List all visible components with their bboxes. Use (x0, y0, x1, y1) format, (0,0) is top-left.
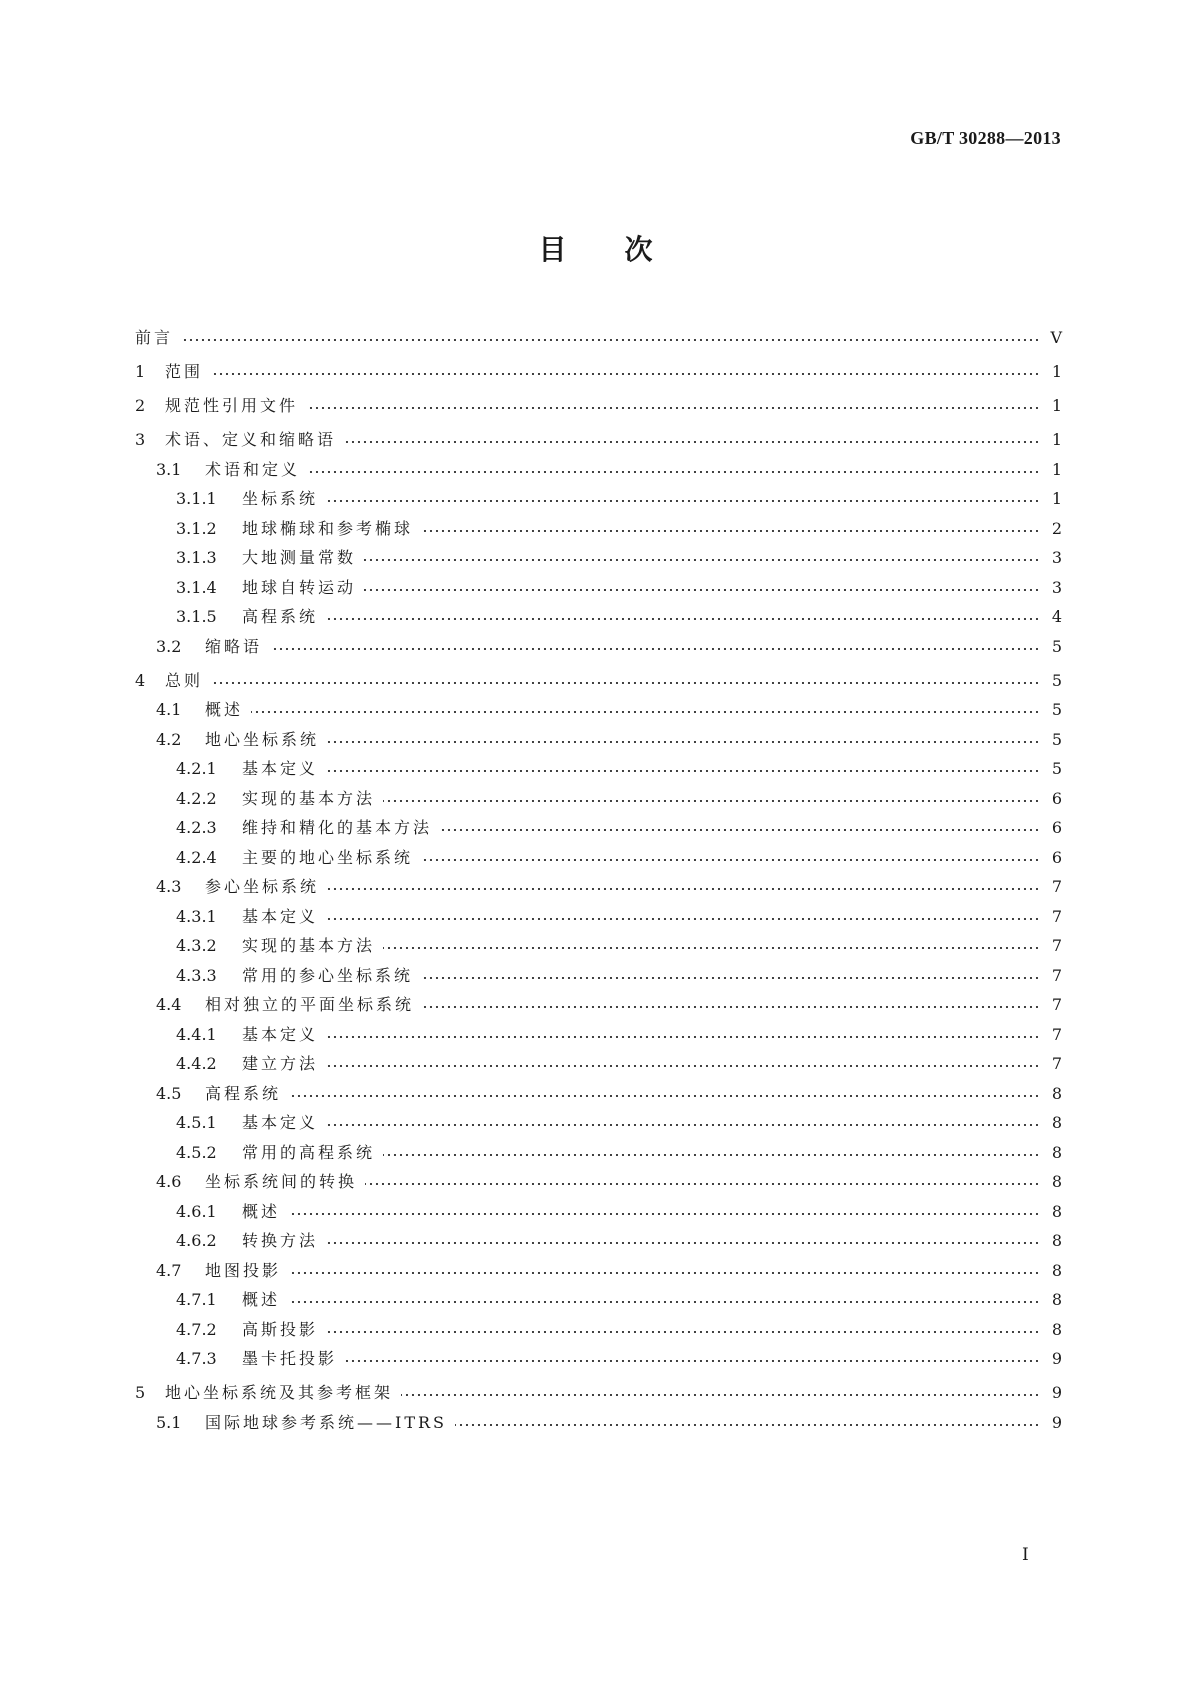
toc-leader-dots (308, 470, 1040, 474)
toc-entry-page: 3 (1051, 548, 1062, 567)
toc-entry-label: 前言 (135, 328, 174, 347)
toc-entry-label: 实现的基本方法 (242, 936, 376, 955)
toc-leader-dots (211, 681, 1040, 685)
toc-entry-page: 7 (1051, 1054, 1062, 1073)
toc-entry-label: 高斯投影 (242, 1320, 319, 1339)
page-number: Ⅰ (1022, 1545, 1029, 1564)
toc-entry-label: 常用的参心坐标系统 (242, 966, 414, 985)
toc-leader-dots (326, 1064, 1040, 1068)
toc-entry[interactable] (156, 696, 1062, 720)
toc-entry[interactable] (176, 603, 1062, 627)
toc-entry-number: 4.3.2 (176, 936, 217, 955)
toc-entry-page: 7 (1051, 877, 1062, 896)
toc-entry[interactable] (176, 814, 1062, 838)
toc-entry-number: 4.2.4 (176, 848, 217, 867)
toc-entry-page: 5 (1051, 700, 1062, 719)
toc-entry-number: 3.1.4 (176, 578, 217, 597)
toc-leader-dots (326, 499, 1040, 503)
toc-entry-label: 坐标系统间的转换 (205, 1172, 358, 1191)
toc-entry-label: 参心坐标系统 (205, 877, 320, 896)
toc-entry-number: 1 (135, 362, 146, 381)
toc-entry[interactable] (135, 667, 1062, 691)
toc-entry-label: 地图投影 (205, 1261, 282, 1280)
toc-leader-dots (344, 440, 1040, 444)
toc-entry-number: 5 (135, 1383, 146, 1402)
toc-leader-dots (326, 917, 1040, 921)
toc-entry-page: 1 (1051, 489, 1062, 508)
toc-leader-dots (364, 588, 1040, 592)
toc-leader-dots (326, 769, 1040, 773)
toc-entry-label: 地球自转运动 (242, 578, 357, 597)
toc-entry-label: 主要的地心坐标系统 (242, 848, 414, 867)
toc-entry-page: 8 (1051, 1202, 1062, 1221)
toc-entry-number: 4.3.3 (176, 966, 217, 985)
toc-entry-label: 基本定义 (242, 1025, 319, 1044)
toc-leader-dots (383, 1153, 1040, 1157)
toc-entry[interactable] (156, 1409, 1062, 1433)
toc-entry-number: 4.3.1 (176, 907, 217, 926)
toc-entry-page: 8 (1051, 1143, 1062, 1162)
toc-entry-label: 墨卡托投影 (242, 1349, 338, 1368)
toc-entry-page: 2 (1051, 519, 1062, 538)
toc-entry[interactable] (176, 1227, 1062, 1251)
toc-entry-page: 5 (1051, 759, 1062, 778)
toc-entry-label: 国际地球参考系统——ITRS (205, 1413, 448, 1432)
toc-entry-label: 术语、定义和缩略语 (165, 430, 337, 449)
toc-entry-number: 4.4.2 (176, 1054, 217, 1073)
toc-entry-number: 4.5.2 (176, 1143, 217, 1162)
toc-entry[interactable] (176, 932, 1062, 956)
toc-entry-page: 8 (1051, 1261, 1062, 1280)
toc-leader-dots (383, 799, 1040, 803)
toc-entry-page: 5 (1051, 671, 1062, 690)
toc-entry-label: 基本定义 (242, 759, 319, 778)
toc-entry-label: 基本定义 (242, 1113, 319, 1132)
toc-entry-label: 转换方法 (242, 1231, 319, 1250)
toc-entry-number: 3 (135, 430, 146, 449)
toc-entry-label: 概述 (205, 700, 244, 719)
toc-entry-label: 概述 (242, 1202, 281, 1221)
toc-entry-number: 4.4 (156, 995, 182, 1014)
toc-entry[interactable] (176, 1316, 1062, 1340)
toc-entry[interactable] (176, 485, 1062, 509)
toc-leader-dots (326, 1330, 1040, 1334)
toc-entry-number: 4.2.1 (176, 759, 217, 778)
toc-entry-label: 术语和定义 (205, 460, 301, 479)
toc-entry[interactable] (156, 873, 1062, 897)
toc-entry[interactable] (176, 515, 1062, 539)
toc-entry-number: 4.7.1 (176, 1290, 217, 1309)
toc-leader-dots (289, 1271, 1040, 1275)
toc-leader-dots (327, 740, 1040, 744)
toc-entry-number: 4.6.1 (176, 1202, 217, 1221)
toc-entry[interactable] (156, 991, 1062, 1015)
toc-leader-dots (455, 1423, 1040, 1427)
toc-leader-dots (401, 1393, 1040, 1397)
toc-entry-label: 建立方法 (242, 1054, 319, 1073)
toc-leader-dots (421, 529, 1040, 533)
toc-entry-page: 7 (1051, 936, 1062, 955)
toc-entry-page: 9 (1051, 1413, 1062, 1432)
toc-leader-dots (364, 558, 1040, 562)
toc-entry[interactable] (176, 1345, 1062, 1369)
toc-entry[interactable] (135, 358, 1062, 382)
toc-entry-page: 7 (1051, 907, 1062, 926)
toc-leader-dots (288, 1212, 1040, 1216)
toc-leader-dots (421, 858, 1040, 862)
toc-leader-dots (383, 946, 1040, 950)
toc-entry-number: 4 (135, 671, 146, 690)
toc-leader-dots (251, 710, 1040, 714)
toc-entry[interactable] (176, 1109, 1062, 1133)
toc-entry-number: 5.1 (156, 1413, 182, 1432)
toc-entry-page: 4 (1051, 607, 1062, 626)
toc-entry-number: 3.1.5 (176, 607, 217, 626)
toc-entry[interactable] (176, 785, 1062, 809)
toc-entry-page: 8 (1051, 1290, 1062, 1309)
toc-leader-dots (211, 372, 1040, 376)
toc-entry[interactable] (135, 392, 1062, 416)
toc-entry[interactable] (135, 426, 1062, 450)
toc-entry[interactable] (176, 1050, 1062, 1074)
toc-entry-number: 4.4.1 (176, 1025, 217, 1044)
toc-entry-label: 坐标系统 (242, 489, 319, 508)
toc-entry-label: 实现的基本方法 (242, 789, 376, 808)
toc-entry-page: 6 (1051, 848, 1062, 867)
toc-leader-dots (326, 1035, 1040, 1039)
toc-entry-number: 4.6.2 (176, 1231, 217, 1250)
toc-entry[interactable] (156, 1080, 1062, 1104)
toc-entry[interactable] (176, 755, 1062, 779)
toc-entry-number: 4.2.3 (176, 818, 217, 837)
toc-entry-label: 概述 (242, 1290, 281, 1309)
toc-entry-label: 范围 (165, 362, 204, 381)
toc-leader-dots (181, 338, 1040, 342)
toc-entry-page: 7 (1051, 995, 1062, 1014)
toc-entry-number: 4.5 (156, 1084, 182, 1103)
toc-entry[interactable] (135, 1379, 1062, 1403)
toc-leader-dots (345, 1359, 1040, 1363)
toc-entry-label: 总则 (165, 671, 204, 690)
toc-entry-page: 6 (1051, 789, 1062, 808)
toc-entry-page: 5 (1051, 730, 1062, 749)
toc-entry-label: 基本定义 (242, 907, 319, 926)
toc-leader-dots (327, 887, 1040, 891)
toc-entry-label: 地心坐标系统及其参考框架 (165, 1383, 394, 1402)
toc-entry-label: 大地测量常数 (242, 548, 357, 567)
toc-entry-number: 3.1.1 (176, 489, 217, 508)
toc-entry-label: 相对独立的平面坐标系统 (205, 995, 415, 1014)
toc-entry-page: 5 (1051, 637, 1062, 656)
toc-entry-page: 8 (1051, 1084, 1062, 1103)
toc-entry[interactable] (156, 726, 1062, 750)
standard-code: GB/T 30288—2013 (910, 128, 1061, 148)
toc-entry-label: 常用的高程系统 (242, 1143, 376, 1162)
toc-entry-page: 9 (1051, 1383, 1062, 1402)
toc-entry-page: 7 (1051, 966, 1062, 985)
toc-entry-page: 6 (1051, 818, 1062, 837)
toc-entry[interactable] (176, 962, 1062, 986)
toc-leader-dots (326, 1241, 1040, 1245)
toc-entry-page: 8 (1051, 1113, 1062, 1132)
toc-entry-number: 4.1 (156, 700, 182, 719)
toc-leader-dots (306, 406, 1040, 410)
toc-entry[interactable] (176, 544, 1062, 568)
toc-entry[interactable] (156, 1257, 1062, 1281)
toc-leader-dots (288, 1300, 1040, 1304)
toc-entry-number: 2 (135, 396, 146, 415)
toc-entry-number: 3.1.2 (176, 519, 217, 538)
toc-entry-page: 8 (1051, 1231, 1062, 1250)
toc-entry-page: 1 (1051, 460, 1062, 479)
toc-entry[interactable] (156, 633, 1062, 657)
toc-entry-page: 7 (1051, 1025, 1062, 1044)
toc-entry-label: 高程系统 (242, 607, 319, 626)
toc-entry[interactable] (135, 324, 1062, 348)
toc-entry-page: 9 (1051, 1349, 1062, 1368)
toc-entry[interactable] (156, 456, 1062, 480)
toc-entry[interactable] (156, 1168, 1062, 1192)
toc-entry[interactable] (176, 1286, 1062, 1310)
toc-entry-number: 4.7.2 (176, 1320, 217, 1339)
toc-entry-number: 3.1 (156, 460, 182, 479)
toc-entry-label: 地球椭球和参考椭球 (242, 519, 414, 538)
toc-entry-number: 4.3 (156, 877, 182, 896)
toc-entry[interactable] (176, 1021, 1062, 1045)
toc-entry-label: 规范性引用文件 (165, 396, 299, 415)
toc-entry-page: 1 (1051, 430, 1062, 449)
toc-leader-dots (326, 1123, 1040, 1127)
toc-entry-label: 高程系统 (205, 1084, 282, 1103)
toc-leader-dots (440, 828, 1040, 832)
toc-entry[interactable] (176, 1139, 1062, 1163)
toc-entry-number: 4.2.2 (176, 789, 217, 808)
toc-entry-page: 1 (1051, 396, 1062, 415)
toc-entry-number: 4.2 (156, 730, 182, 749)
toc-entry-page: 8 (1051, 1172, 1062, 1191)
toc-entry-number: 3.2 (156, 637, 182, 656)
toc-entry-number: 4.5.1 (176, 1113, 217, 1132)
toc-leader-dots (270, 647, 1040, 651)
toc-entry-label: 维持和精化的基本方法 (242, 818, 433, 837)
toc-entry-number: 3.1.3 (176, 548, 217, 567)
toc-entry-number: 4.7 (156, 1261, 182, 1280)
toc-leader-dots (422, 1005, 1040, 1009)
toc-entry-label: 地心坐标系统 (205, 730, 320, 749)
toc-entry[interactable] (176, 844, 1062, 868)
toc-leader-dots (289, 1094, 1040, 1098)
toc-entry-number: 4.7.3 (176, 1349, 217, 1368)
toc-leader-dots (326, 617, 1040, 621)
toc-entry-page: 3 (1051, 578, 1062, 597)
toc-leader-dots (421, 976, 1040, 980)
toc-entry[interactable] (176, 1198, 1062, 1222)
toc-entry[interactable] (176, 903, 1062, 927)
toc-entry-page: Ⅴ (1050, 328, 1062, 347)
toc-entry-page: 8 (1051, 1320, 1062, 1339)
toc-entry-label: 缩略语 (205, 637, 263, 656)
toc-entry-number: 4.6 (156, 1172, 182, 1191)
toc-leader-dots (365, 1182, 1040, 1186)
toc-entry[interactable] (176, 574, 1062, 598)
toc-entry-page: 1 (1051, 362, 1062, 381)
toc-title: 目次 (538, 233, 711, 266)
